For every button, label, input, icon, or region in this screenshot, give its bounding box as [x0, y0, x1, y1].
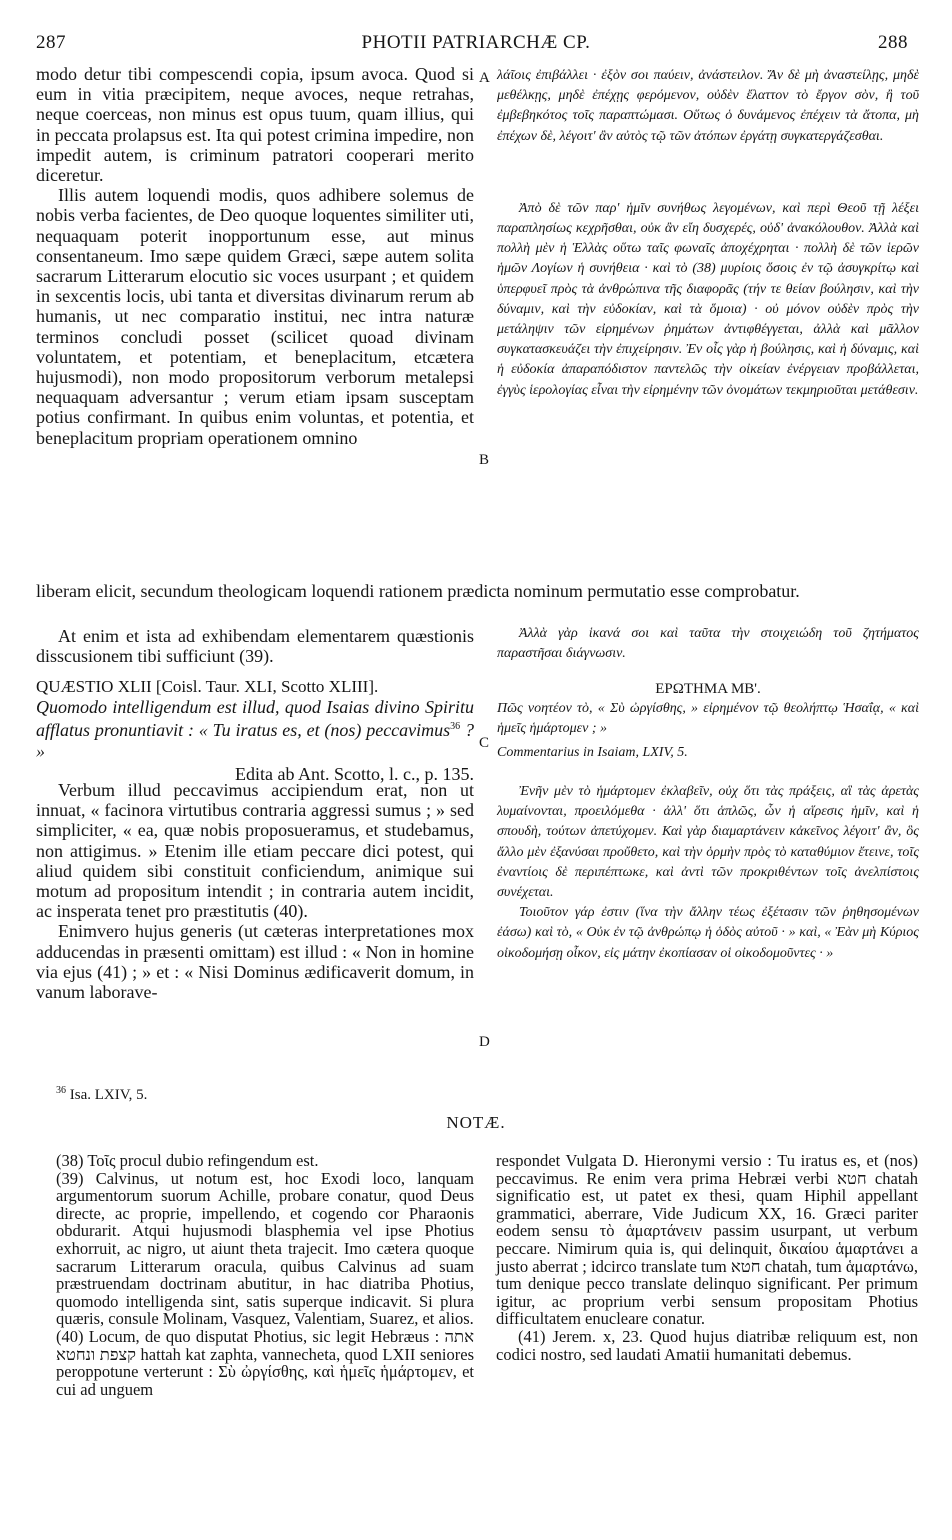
notes-left-column — [56, 1152, 474, 1398]
greek-question — [497, 679, 919, 763]
question-source: Commentarius in Isaiam, LXIV, 5. — [497, 744, 688, 760]
page-number-left: 287 — [36, 32, 66, 53]
note-item: (39) Calvinus, ut notum est, hoc Exodi loco, lanquam argumentorum suorum Achille, probare conatur, quod Deus directe, ac proprie, impellendo, et cogendo cor Pharaonis obdurarit. Atqui hujusmodi blasphemia vel ipse Photius exhorruit, ac nigro, ut aiunt theta trajecit. Imo cætera quoque sacrarum Litterarum oracula, quibus Calvinus ad suam præstruendam doctrinam abutitur, in hac diatriba Photius, quomodo intelligenda sint, satis superque indicavit. Si plura quæris, consule Molinam, Vasquez, Valentiam, Suarez, et alios. — [56, 1168, 474, 1329]
greek-paragraph: λάῖοις ἐπιβάλλει · ἐξὸν σοι παύειν, ἀνάστειλον. Ἄν δὲ μὴ ἀναστείλῃς, μηδὲ μεθέλκῃς, μηδὲ ἐπέχῃς φερόμενον, οὐδὲν ἔλαττον τὸ ἔργον σὸν, ἢ τοῦ ἐμβεβηκότος τοῖς παραπτώμασι. Οὕτως ὁ δυνάμενος ἐπέχειν τὰ ἄτοπα, μὴ ἐπέχων δὲ, λέγοιτ' ἂν αὐτὸς τῷ τῶν ἀτόπων ἐργάτῃ συγκατεργάζεσθαι. — [497, 68, 919, 144]
latin-paragraph: At enim et ista ad exhibendam elementarem quæstionis disscusionem tibi sufficiunt (39). — [36, 626, 474, 667]
margin-letter-a: A — [479, 70, 490, 86]
question-heading: ΕΡΩΤΗΜΑ ΜΒ'. — [655, 681, 761, 697]
notes-heading: NOTÆ. — [446, 1113, 506, 1132]
full-width-continuation: liberam elicit, secundum theologicam loquendi rationem prædicta nominum permutatio esse comprobatur. — [36, 581, 800, 601]
note-item: respondet Vulgata D. Hieronymi versio : Tu iratus es, et (nos) peccavimus. Re enim vera prima Hebræi verbi חטא chatah significatio est, ut patet ex thesi, quam Hiphil appellant grammatici, aberrare, Vide Judicum XX, 16. Græci pariter eodem sensu τὸ ἁμαρτάνειν passim usurpant, ut verbum peccare. Nimirum quia is, qui delinquit, δικαίου ἁμαρτάνει a justo aberrat ; idcirco translate tum חטא chatah, tum ἁμαρτάνω, tum denique pecco translate delinquo significant. Per primum igitur, ac proprium verbi sensum propositam Photius difficultatem enucleare conatur. — [496, 1151, 918, 1329]
notes-right-column — [496, 1152, 918, 1363]
greek-paragraph: Ἀλλὰ γὰρ ἱκανά σοι καὶ ταῦτα τὴν στοιχειώδη τοῦ ζητήματος παραστῆσαι διάγνωσιν. — [497, 626, 919, 662]
note-item: (40) Locum, de quo disputat Photius, sic legit Hebræus : אתה קצפת ונחטא hattah kat zaphta, vannecheta, quod LXII seniores peroppotune verterunt : Σὺ ὠργίσθης, καὶ ἡμεῖς ἡμάρτομεν, et cui ad unguem — [56, 1326, 474, 1399]
margin-letter-c: C — [479, 735, 490, 751]
footnote: $^{36}$ Isa. LXIV, 5. — [56, 1085, 148, 1103]
latin-paragraph: modo detur tibi compescendi copia, ipsum avoca. Quod si eum in vitia præcipitem, neque avoces, neque retrahas, neque coerceas, non minus est opus tuum, quam illius, qui in peccata prolapsus est. Ita qui potest crimina impedire, non impedit autem, is criminum patratori cooperari merito diceretur. — [36, 64, 474, 186]
question-heading: QUÆSTIO XLII [Coisl. Taur. XLI, Scotto XLIII]. — [36, 677, 379, 696]
greek-paragraph: Ἀπὸ δὲ τῶν παρ' ἡμῖν συνήθως λεγομένων, καὶ περὶ Θεοῦ τῇ λέξει παραπλησίως κεχρῆσθαι, οὐκ ἂν εἴη δυσχερές, οὐδ' ἀνακόλουθον. Ἀλλὰ καὶ πολλὴ μὲν ἡ Ἑλλὰς οὕτω ταῖς φωναῖς ἀποχέχρηται · πολλὴ δὲ τῶν ἱερῶν ἡμῶν Λογίων ἡ συνήθεια · καὶ τὸ (38) μυρίοις ὅσοις ἐν τῷ ἀσυγκρίτῳ καὶ ὑπερφυεῖ πρὸς τὰ ἀνθρώπινα τῆς διαφορᾶς (τήν τε θείαν βούλησιν, καὶ τὴν δύναμιν, καὶ τὴν εὐδοκίαν, καὶ τὰ ὅμοια) · οὐ μόνον οὐδὲν πρὸς τὴν μετάληψιν τῶν εἰρημένων ῥημάτων ἀντιφθέγγεται, ἀλλὰ καὶ μᾶλλον συγκατασκευάζει τὴν ἐπιχείρησιν. Ἐν οἷς γὰρ ἡ βούλησις, καὶ ἡ δύναμις, καὶ ἡ εὐδοκία ἀπαραπόδιστον παντελῶς τὴν οἰκείαν ἐνέργειαν προβάλλεται, ἐγγὺς ἱερολογίας εἶναι τὴν εἰρημένην τῶν ὀνομάτων τεκμηριοῦται μετάθεσιν. — [497, 200, 919, 398]
latin-column-section-1 — [36, 64, 474, 448]
question-title: Quomodo intelligendum est illud, quod Isaias divino Spiritu afflatus pronuntiavit : « Tu iratus es, et (nos) peccavimus$^{36}$ ? » — [36, 697, 474, 761]
greek-column-section-1 — [497, 66, 919, 401]
greek-paragraph: Τοιοῦτον γάρ ἐστιν (ἵνα τὴν ἄλλην τέως ἐξέτασιν τῶν ῥηθησομένων ἐάσω) καὶ τὸ, « Οὐκ ἐν τῷ ἀνθρώπῳ ἡ ὁδὸς αὐτοῦ · » καὶ, « Ἐὰν μὴ Κύριος οἰκοδομήσῃ οἶκον, εἰς μάτην ἐκοπίασαν οἱ οἰκοδομοῦντες · » — [497, 905, 919, 961]
note-item: (41) Jerem. x, 23. Quod hujus diatribæ reliquum est, non codici nostro, sed laudati Amatii humanitati debemus. — [496, 1326, 918, 1364]
page-number-right: 288 — [878, 32, 908, 53]
latin-paragraph: Enimvero hujus generis (ut cæteras interpretationes mox adducendas in præsenti omittam) est illud : « Non in homine via ejus (41) ; » et : « Nisi Dominus ædificaverit domum, in vanum laborave- — [36, 921, 474, 1003]
question-title: Πῶς νοητέον τὸ, « Σὺ ὠργίσθης, » εἰρημένον τῷ θεολήπτῳ Ἡσαΐᾳ, « καὶ ἡμεῖς ἡμάρτομεν ; » — [497, 701, 919, 737]
running-title: PHOTII PATRIARCHÆ CP. — [361, 32, 591, 53]
latin-column-section-3 — [36, 780, 474, 1002]
greek-transition — [497, 624, 919, 664]
latin-paragraph: Verbum illud peccavimus accipiendum erat, non ut innuat, « facinora virtutibus contraria aggressi sumus ; » sed simpliciter, « ea, quæ nobis proposueramus, et studebamus, non attigimus. » Etenim ille etiam peccare dici potest, qui aliud quidem sibi constituit conficiendum, animique sui motum ad propositum intendit ; in contraria autem incidit, ac insperata tenet pro præstitutis (40). — [36, 780, 474, 922]
latin-paragraph: Illis autem loquendi modis, quos adhibere solemus de nobis verba facientes, de Deo quoque loquentes similiter uti, nequaquam poterit inopportunum esse, aut minus consentaneum. Imo sæpe quidem Græci, sæpe autem solita sacrarum Litterarum elocutio sic voces usurpant ; et quidem in sexcentis locis, ubi tanta et diversitas divinarum rerum ab humanis, ut nec comparatio institui, nec intra naturæ terminos concludi posset (scilicet quoad divinam voluntatem, et potentiam, et beneplacitum, etcætera hujusmodi), non modo propositorum verborum metalepsi nequaquam adversantur ; verum etiam ipsam susceptam potius confirmant. In quibus enim voluntas, et potentia, et beneplacitum propriam operationem omnino — [36, 185, 474, 448]
greek-column-section-3 — [497, 782, 919, 964]
latin-question — [36, 677, 474, 784]
greek-paragraph: Ἐνῆν μὲν τὸ ἡμάρτομεν ἐκλαβεῖν, οὐχ ὅτι τὰς πράξεις, αἳ τὰς ἀρετὰς λυμαίνονται, προειλόμεθα · ἀλλ' ὅτι ἁπλῶς, ὧν ἡ αἵρεσις ἡμῖν, καὶ ἡ σπουδὴ, τούτων ἀπετύχομεν. Καὶ γὰρ διαμαρτάνειν κἀκεῖνος λέγοιτ' ἂν, ὃς ἄλλο μὲν ἐξανύσαι προὔθετο, καὶ τὴν ὁρμὴν πρὸς τὸ καταθύμιον ἔτεινε, τοῖς ἐναντίοις δὲ περιπέπτωκε, καὶ ἀντὶ τῶν προκριθέντων τοῖς ἀνελπίστοις συνέχεται. — [497, 784, 919, 901]
latin-transition — [36, 626, 474, 666]
margin-letter-b: B — [479, 452, 490, 468]
margin-letter-d: D — [479, 1034, 490, 1050]
question-source: Edita ab Ant. Scotto, l. c., p. 135. — [235, 763, 474, 784]
note-item: (38) Τοῖς procul dubio refingendum est. — [56, 1151, 319, 1170]
